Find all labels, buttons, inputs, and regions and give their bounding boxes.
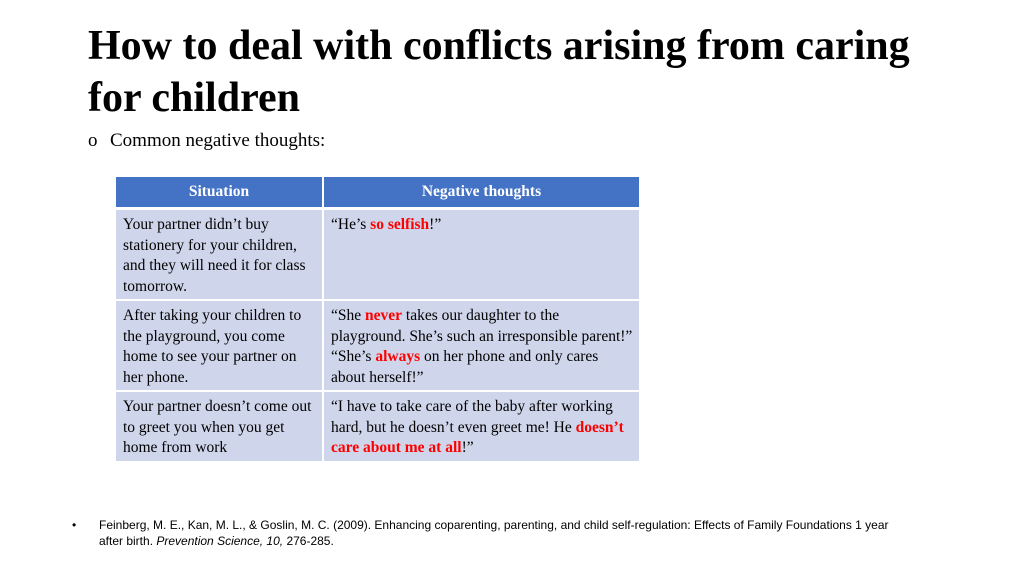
table-row [116, 300, 639, 391]
header-negative-thoughts: Negative thoughts [323, 177, 639, 209]
thought-text: !” [429, 216, 442, 233]
table-row [116, 391, 639, 462]
header-situation: Situation [116, 177, 323, 209]
reference-pages: 276-285. [283, 534, 334, 548]
thought-cell [323, 300, 639, 391]
thought-cell [323, 391, 639, 462]
highlighted-phrase: so selfish [370, 216, 430, 233]
bullet-dot-icon: • [72, 518, 77, 532]
highlighted-phrase: always [375, 348, 421, 365]
situation-cell: After taking your children to the playground, you come home to see your partner on her phone. [116, 300, 323, 391]
highlighted-phrase: never [365, 307, 403, 324]
table-row [116, 209, 639, 301]
thought-text: “He’s [331, 216, 371, 233]
thought-text: “I have to take care of the baby after working hard, but he doesn’t even greet me! He [331, 398, 613, 436]
reference-citation [72, 517, 902, 549]
reference-journal: Prevention Science, 10, [156, 534, 284, 548]
negative-thoughts-table [116, 177, 639, 463]
highlighted-phrase: doesn’t care about me at all [331, 418, 624, 456]
situation-cell: Your partner didn’t buy stationery for your children, and they will need it for class tomorrow. [116, 209, 323, 301]
thought-text: on her phone and only cares about herself!” [331, 348, 599, 386]
slide-title: How to deal with conflicts arising from caring for children [88, 23, 910, 121]
bullet-common-negative-thoughts [88, 129, 325, 153]
table-header-row [116, 177, 639, 209]
thought-cell [323, 209, 639, 301]
thought-text: takes our daughter to the playground. She’s such an irresponsible parent!” “She’s [331, 307, 633, 365]
reference-authors: Feinberg, M. E., Kan, M. L., & Goslin, M. C. (2009). Enhancing coparenting, parenting, and child self-regulation: Effects of Family Foundations 1 year after birth. [99, 518, 889, 548]
situation-cell: Your partner doesn’t come out to greet you when you get home from work [116, 391, 323, 462]
hollow-circle-bullet-icon: o [88, 130, 98, 151]
thought-text: !” [461, 439, 474, 456]
bullet-text: Common negative thoughts: [110, 130, 326, 151]
thought-text: “She [331, 307, 366, 324]
reference-text [99, 517, 902, 549]
